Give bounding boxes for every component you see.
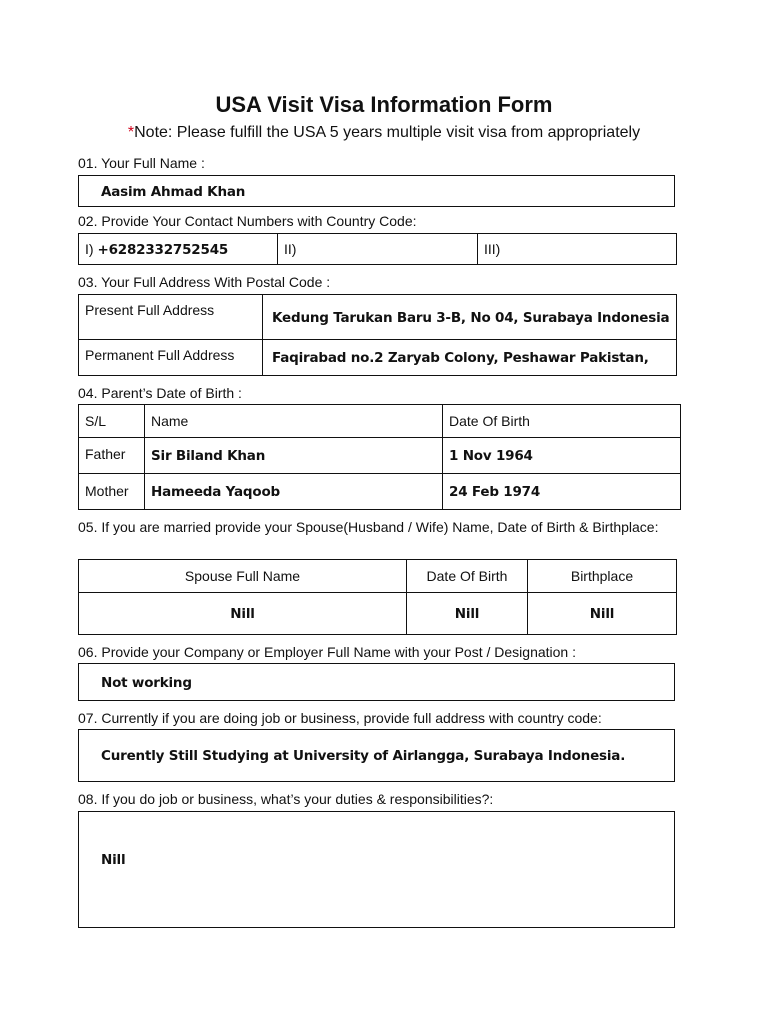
present-address-value[interactable] (263, 295, 677, 340)
mother-name-text: Hameeda Yaqoob (151, 484, 280, 500)
q4-parents-table (78, 404, 681, 510)
permanent-address-value[interactable] (263, 340, 677, 376)
q8-field[interactable] (78, 811, 675, 928)
contact-prefix-1: I) (85, 240, 94, 257)
father-name-text: Sir Biland Khan (151, 448, 266, 464)
father-label: Father (79, 438, 145, 474)
q1-field[interactable] (78, 175, 675, 207)
q7-label: 07. Currently if you are doing job or business, provide full address with country code: (78, 710, 602, 726)
parents-header-dob: Date Of Birth (443, 405, 681, 438)
q2-label: 02. Provide Your Contact Numbers with Country Code: (78, 213, 417, 229)
spouse-birthplace[interactable] (528, 593, 677, 635)
mother-name[interactable] (145, 474, 443, 510)
spouse-dob[interactable] (407, 593, 528, 635)
present-address-label: Present Full Address (79, 295, 263, 340)
permanent-address-label: Permanent Full Address (79, 340, 263, 376)
q7-field[interactable] (78, 729, 675, 782)
spouse-name[interactable] (79, 593, 407, 635)
mother-dob-text: 24 Feb 1974 (449, 484, 541, 500)
father-name[interactable] (145, 438, 443, 474)
permanent-address-text: Faqirabad no.2 Zaryab Colony, Peshawar Pakistan, (272, 350, 649, 366)
spouse-header-birthplace: Birthplace (528, 560, 677, 593)
father-dob-text: 1 Nov 1964 (449, 448, 533, 464)
q6-label: 06. Provide your Company or Employer Full Name with your Post / Designation : (78, 644, 576, 660)
q2-contact-table (78, 233, 677, 265)
contact-value-1: +6282332752545 (97, 241, 229, 258)
q6-value: Not working (101, 675, 192, 691)
spouse-dob-text: Nill (454, 606, 480, 622)
q3-address-table (78, 294, 677, 376)
q5-spouse-table (78, 559, 677, 635)
spouse-birthplace-text: Nill (589, 606, 615, 622)
father-dob[interactable] (443, 438, 681, 474)
spouse-header-dob: Date Of Birth (407, 560, 528, 593)
q1-value: Aasim Ahmad Khan (101, 184, 246, 200)
mother-dob[interactable] (443, 474, 681, 510)
form-note (0, 124, 768, 142)
contact-prefix-3: III) (484, 240, 501, 257)
parents-header-name: Name (145, 405, 443, 438)
contact-cell-1[interactable] (79, 234, 278, 265)
contact-prefix-2: II) (284, 240, 297, 257)
q5-label: 05. If you are married provide your Spouse(Husband / Wife) Name, Date of Birth & Birthplace: (78, 519, 659, 535)
q3-label: 03. Your Full Address With Postal Code : (78, 274, 331, 290)
form-title: USA Visit Visa Information Form (215, 92, 553, 117)
q8-label: 08. If you do job or business, what’s your duties & responsibilities?: (78, 791, 494, 807)
mother-label: Mother (79, 474, 145, 510)
q8-value: Nill (101, 852, 126, 868)
note-asterisk: * (127, 124, 135, 141)
parents-header-sl: S/L (79, 405, 145, 438)
q7-value: Curently Still Studying at University of Airlangga, Surabaya Indonesia. (101, 748, 626, 764)
q1-label: 01. Your Full Name : (78, 155, 205, 171)
q4-label: 04. Parent’s Date of Birth : (78, 385, 242, 401)
present-address-text: Kedung Tarukan Baru 3-B, No 04, Surabaya Indonesia (272, 309, 670, 326)
spouse-header-name: Spouse Full Name (79, 560, 407, 593)
q6-field[interactable] (78, 663, 675, 701)
contact-cell-3[interactable] (478, 234, 677, 265)
contact-cell-2[interactable] (278, 234, 478, 265)
note-text: Note: Please fulfill the USA 5 years multiple visit visa from appropriately (134, 124, 641, 141)
spouse-name-text: Nill (230, 606, 255, 622)
